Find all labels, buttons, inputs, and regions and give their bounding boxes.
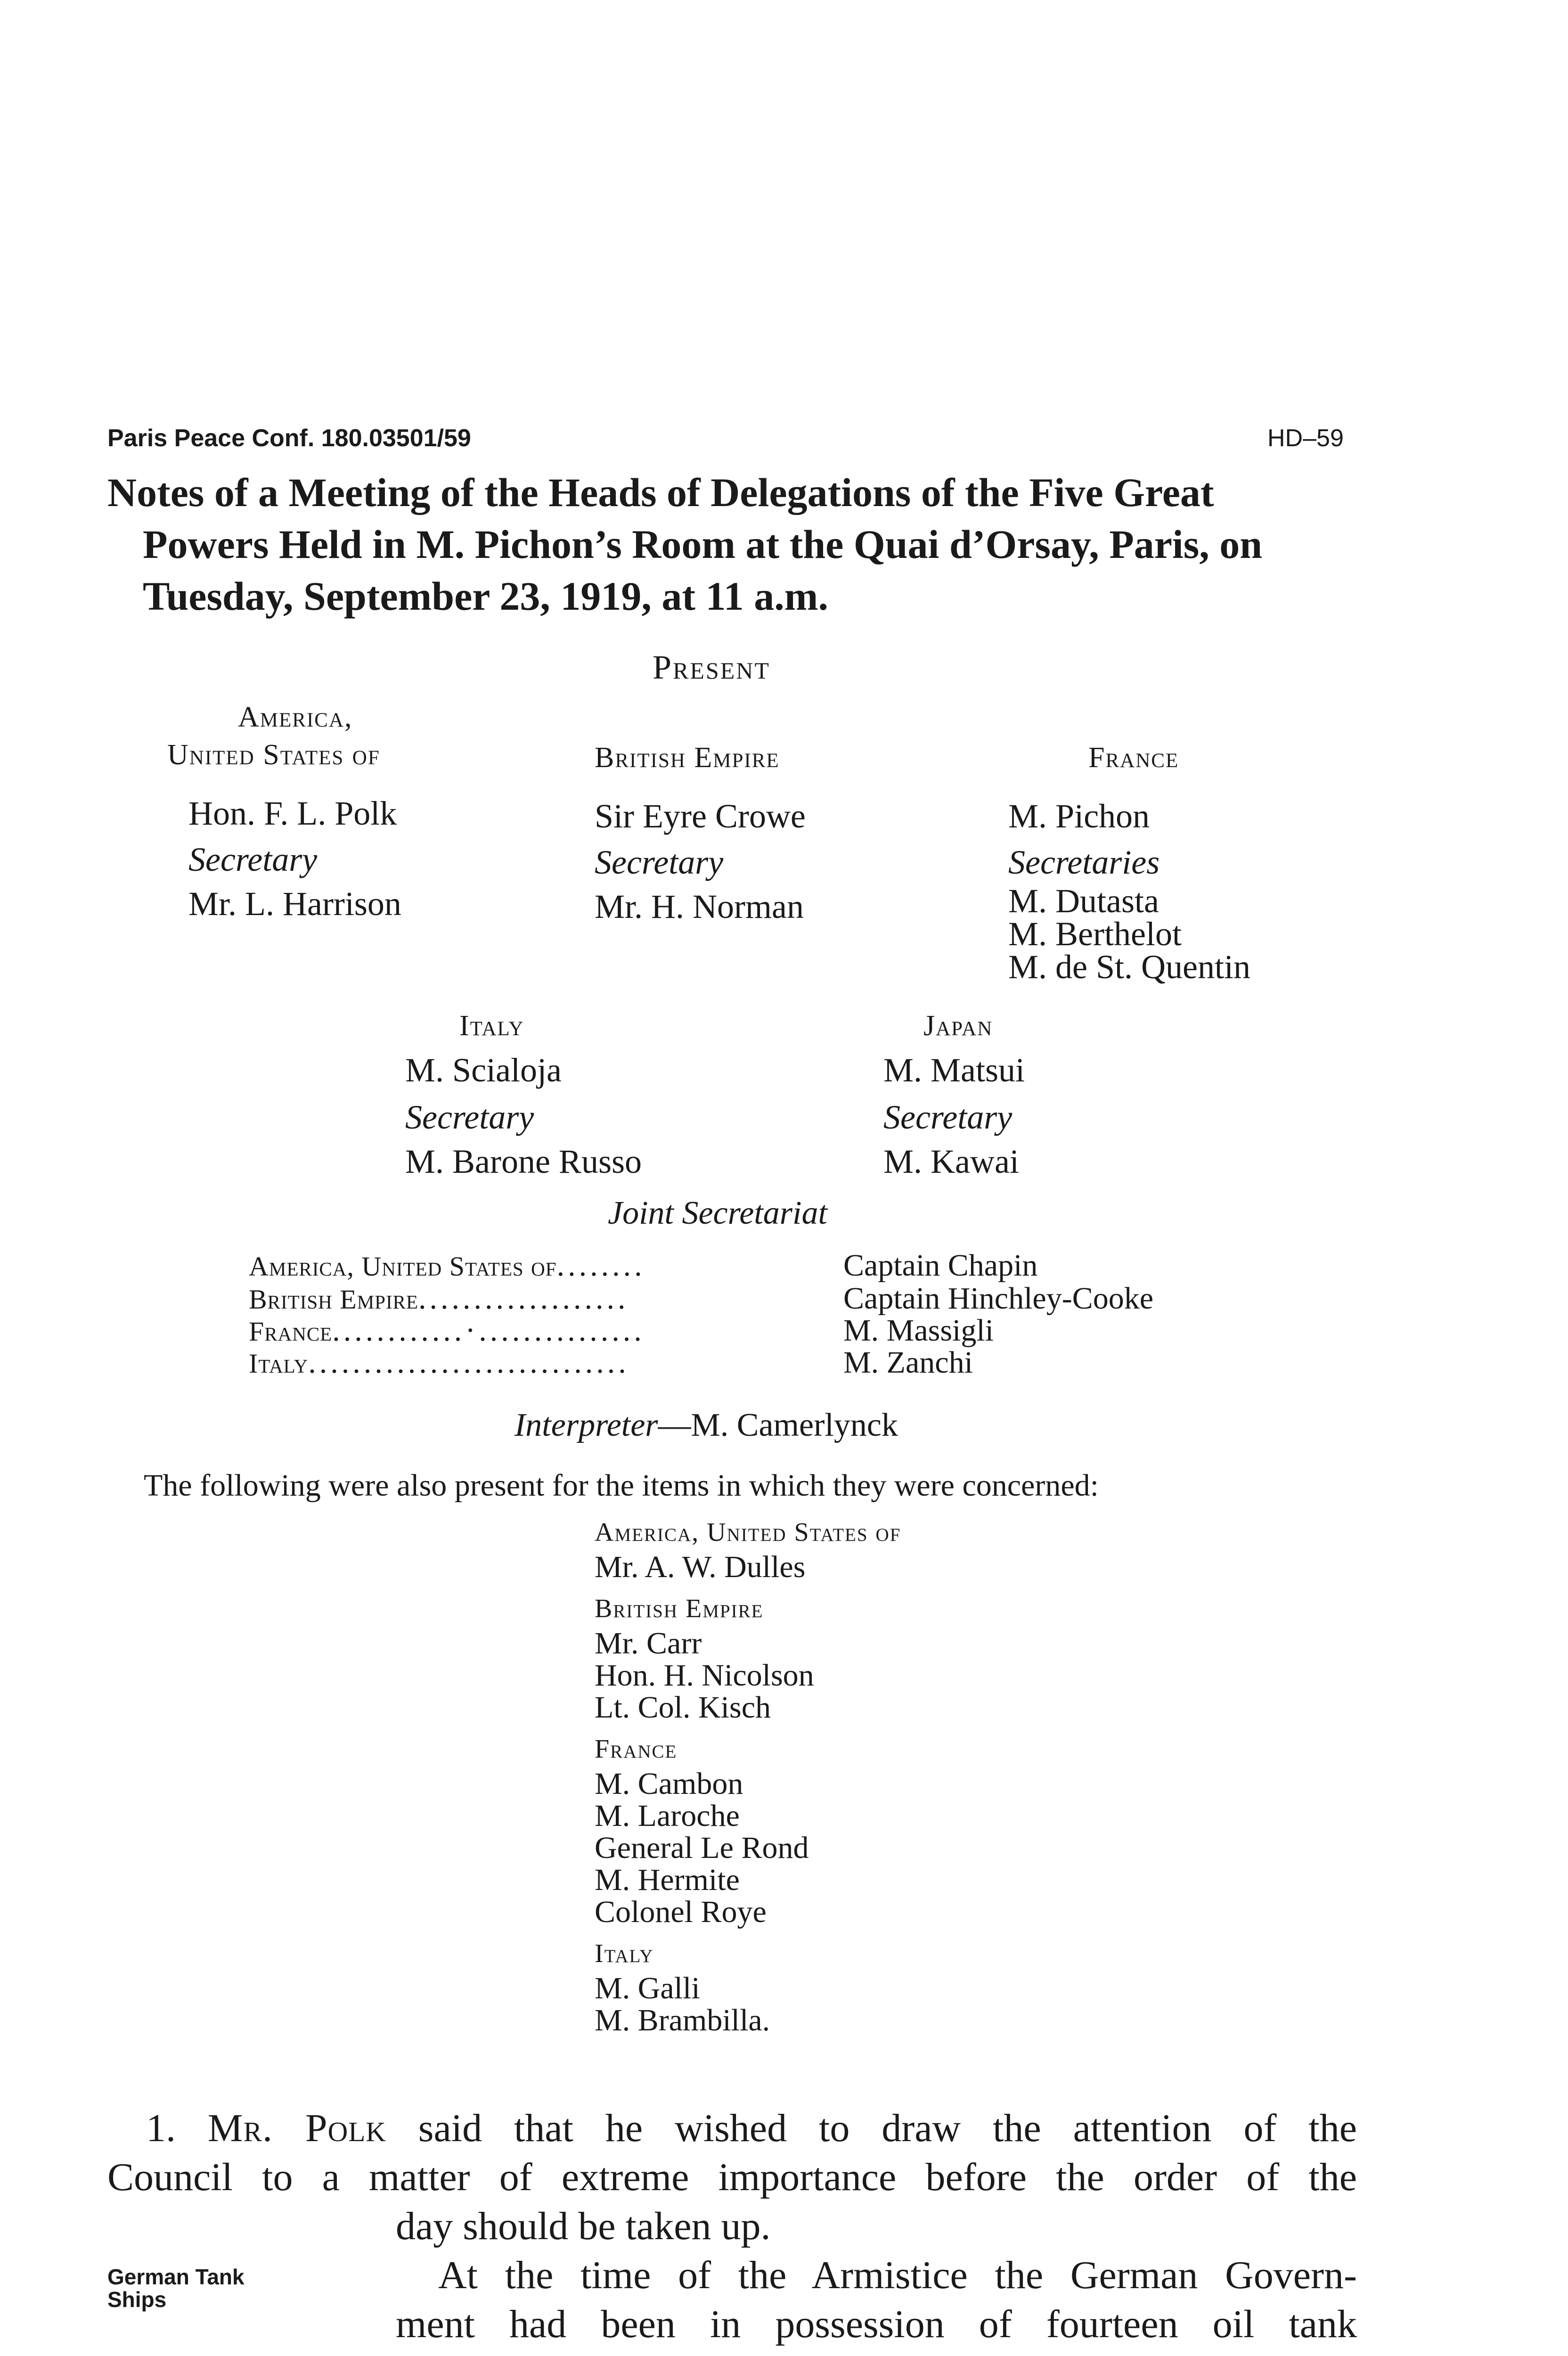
margin-note-line: Ships bbox=[107, 2287, 167, 2312]
secretary-name: M. Kawai bbox=[883, 1143, 1019, 1180]
delegate-name: M. Scialoja bbox=[405, 1051, 562, 1089]
body-line-4: At the time of the Armistice the German Govern- bbox=[438, 2253, 1357, 2297]
country-label: America, bbox=[238, 701, 353, 733]
delegate-name: Hon. F. L. Polk bbox=[188, 794, 397, 832]
secretariat-name: M. Massigli bbox=[843, 1313, 994, 1348]
delegate-name: Sir Eyre Crowe bbox=[595, 797, 806, 835]
attendee-name: M. Cambon bbox=[595, 1767, 743, 1801]
also-present-list bbox=[595, 1516, 901, 2037]
present-japan bbox=[883, 1004, 1025, 1184]
secretary-name: Mr. L. Harrison bbox=[188, 885, 401, 923]
leader-dots: ........ bbox=[556, 1248, 645, 1283]
present-british bbox=[595, 736, 806, 929]
present-heading: Present bbox=[653, 648, 770, 686]
present-italy bbox=[405, 1004, 642, 1184]
attendee-name: M. Brambilla. bbox=[595, 2003, 770, 2037]
country-label: France bbox=[1088, 742, 1179, 774]
secretariat-row bbox=[249, 1249, 645, 1284]
present-america bbox=[167, 695, 401, 926]
secretary-label: Secretary bbox=[188, 841, 318, 878]
title-line-1: Notes of a Meeting of the Heads of Delegations of the Five Great bbox=[107, 470, 1214, 515]
secretariat-name: M. Zanchi bbox=[843, 1345, 973, 1380]
secretariat-name: Captain Chapin bbox=[843, 1248, 1038, 1283]
attendee-name: Colonel Roye bbox=[595, 1895, 767, 1929]
secretary-name: Mr. H. Norman bbox=[595, 888, 804, 925]
paragraph-number: 1. bbox=[146, 2106, 176, 2150]
secretariat-country: America, United States of bbox=[249, 1251, 557, 1282]
secretary-label: Secretaries bbox=[1008, 843, 1160, 881]
country-label: Italy bbox=[459, 1010, 524, 1042]
secretary-label: Secretary bbox=[595, 843, 724, 881]
group-country: America, United States of bbox=[595, 1518, 901, 1547]
title-line-2: Powers Held in M. Pichon’s Room at the Quai d’Orsay, Paris, on bbox=[143, 522, 1263, 567]
joint-secretariat-heading: Joint Secretariat bbox=[608, 1195, 827, 1231]
leader-dots: ................... bbox=[418, 1281, 629, 1316]
attendee-name: Hon. H. Nicolson bbox=[595, 1658, 814, 1693]
interpreter-label: Interpreter bbox=[514, 1407, 658, 1443]
delegate-name: M. Matsui bbox=[883, 1051, 1025, 1089]
group-country: France bbox=[595, 1734, 678, 1764]
leader-dots: ............................. bbox=[308, 1345, 629, 1380]
also-present-intro: The following were also present for the items in which they were concerned: bbox=[144, 1468, 1099, 1503]
secretariat-row bbox=[249, 1314, 645, 1349]
secretary-label: Secretary bbox=[405, 1098, 534, 1136]
present-france bbox=[1008, 736, 1250, 986]
group-country: Italy bbox=[595, 1939, 654, 1968]
interpreter-name: —M. Camerlynck bbox=[658, 1407, 898, 1443]
speaker-name: Mr. Polk bbox=[207, 2106, 386, 2150]
attendee-name: General Le Rond bbox=[595, 1831, 809, 1865]
file-number: Paris Peace Conf. 180.03501/59 bbox=[107, 425, 471, 452]
secretariat-row bbox=[249, 1282, 629, 1317]
secretary-name: M. Barone Russo bbox=[405, 1143, 642, 1180]
margin-note bbox=[107, 2266, 245, 2311]
group-country: British Empire bbox=[595, 1594, 764, 1623]
secretariat-country: Italy bbox=[249, 1348, 309, 1379]
document-code: HD–59 bbox=[1267, 425, 1344, 452]
attendee-name: Lt. Col. Kisch bbox=[595, 1690, 771, 1725]
body-line-2: Council to a matter of extreme importance before the order of the bbox=[107, 2155, 1357, 2199]
secretary-name: M. de St. Quentin bbox=[1008, 948, 1250, 986]
attendee-name: M. Galli bbox=[595, 1971, 700, 2005]
secretariat-name: Captain Hinchley-Cooke bbox=[843, 1281, 1154, 1316]
attendee-name: M. Laroche bbox=[595, 1799, 740, 1833]
attendee-name: M. Hermite bbox=[595, 1863, 740, 1897]
body-line-3: day should be taken up. bbox=[396, 2204, 771, 2248]
interpreter-line bbox=[514, 1407, 898, 1444]
title-line-3: Tuesday, September 23, 1919, at 11 a.m. bbox=[143, 573, 828, 619]
leader-dots: ............·............... bbox=[332, 1313, 645, 1348]
secretariat-row bbox=[249, 1346, 629, 1381]
attendee-name: Mr. A. W. Dulles bbox=[595, 1550, 806, 1584]
delegate-name: M. Pichon bbox=[1008, 797, 1150, 835]
body-line-5: ment had been in possession of fourteen oil tank bbox=[396, 2302, 1357, 2346]
country-label: British Empire bbox=[595, 742, 780, 774]
secretary-name: M. Dutasta bbox=[1008, 882, 1159, 920]
secretary-name: M. Berthelot bbox=[1008, 915, 1182, 953]
body-line-1 bbox=[146, 2104, 1357, 2153]
body-text: said that he wished to draw the attention of the bbox=[418, 2106, 1357, 2150]
secretariat-country: France bbox=[249, 1316, 333, 1347]
country-label: Japan bbox=[923, 1010, 993, 1042]
margin-note-line: German Tank bbox=[107, 2265, 245, 2289]
secretary-label: Secretary bbox=[883, 1098, 1013, 1136]
page-title bbox=[107, 466, 1380, 622]
country-label: United States of bbox=[167, 739, 380, 771]
attendee-name: Mr. Carr bbox=[595, 1626, 702, 1661]
secretariat-country: British Empire bbox=[249, 1284, 419, 1315]
